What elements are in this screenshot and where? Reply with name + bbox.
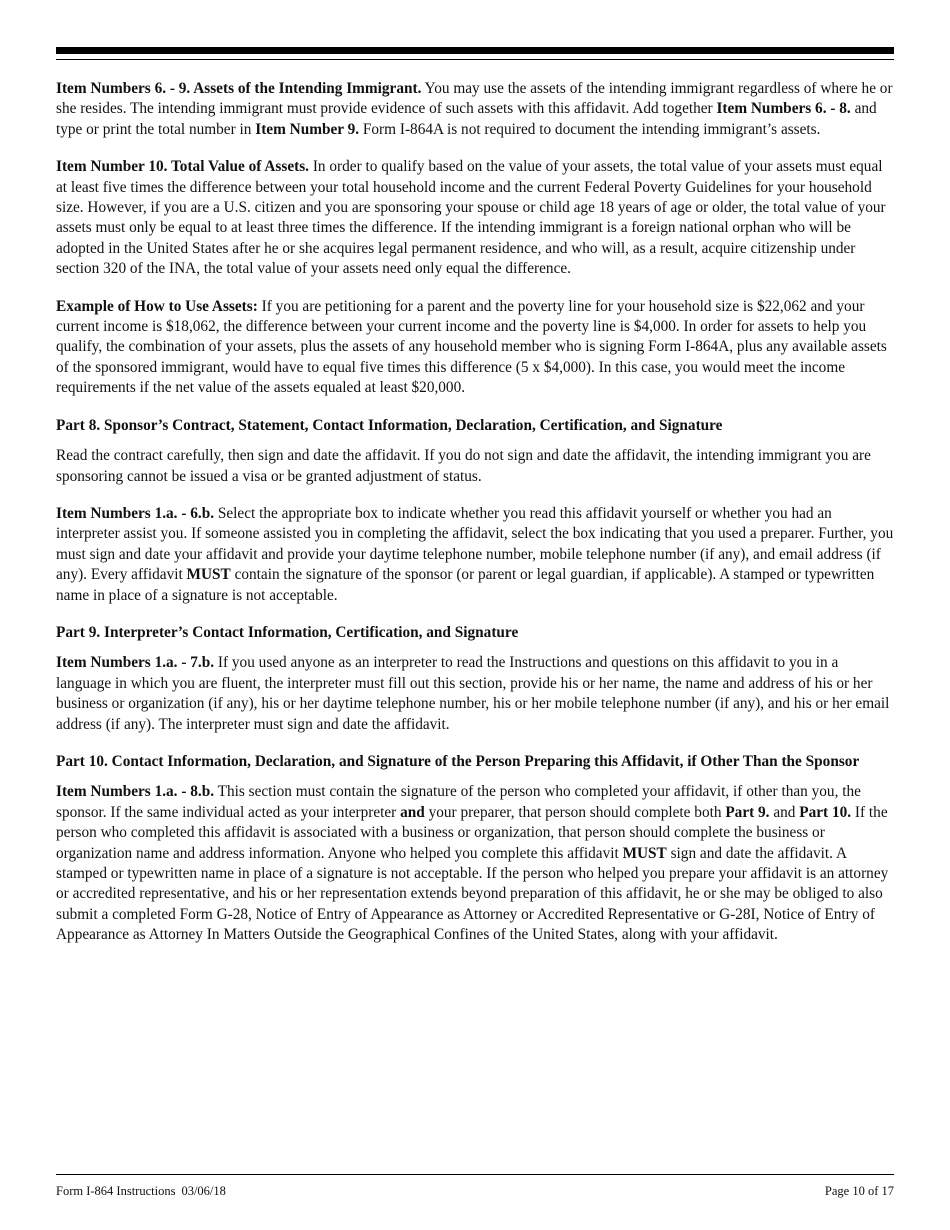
part-8-heading: Part 8. Sponsor’s Contract, Statement, Contact Information, Declaration, Certification, and Signature [56,416,723,434]
item-10-paragraph [56,157,896,279]
text-run: You may use the assets of the intending immigrant regardless of where he or she resides. The intending immigrant must provide evidence of such assets with this affidavit. Add together [56,80,893,118]
text-run: Select the appropriate box to indicate whether you read this affidavit yourself or whether you had an interpreter assist you. If someone assisted you in completing the affidavit, select the box indicating that you used a preparer. Further, you must sign and date your affidavit and provide your daytime telephone number, mobile telephone number (if any), and email address (if any). Every affidavit [56,504,894,584]
footer-form-id [56,1184,226,1198]
text-run: In order to qualify based on the value of your assets, the total value of your assets must equal at least five times the difference between your total household income and the current Federal Poverty Guidelines for your household size. However, if you are a U.S. citizen and you are sponsoring your spouse or child age 18 years of age or older, the total value of your assets must only be equal to at least three times the difference. If the intending immigrant is a foreign national orphan who will be adopted in the United States after he or she acquires legal permanent residence, and who will, as a result, acquire citizenship under section 320 of the INA, the total value of your assets need only equal the difference. [56,158,886,278]
part-8-items-paragraph [56,504,896,606]
part-10-heading: Part 10. Contact Information, Declaration, and Signature of the Person Preparing this Affidavit, if Other Than the Sponsor [56,752,860,770]
text-run: If you used anyone as an interpreter to read the Instructions and questions on this affidavit to you in a language in which you are fluent, the interpreter must fill out this section, provide his or her name, the name and address of his or her business or organization (if any), his or her daytime telephone number, his or her mobile telephone number (if any), and his or her email address (if any). The interpreter must sign and date the affidavit. [56,654,890,733]
text-run: This section must contain the signature of the person who completed your affidavit, if other than you, the sponsor. If the same individual acted as your interpreter [56,783,861,821]
bottom-rule [56,1174,894,1175]
top-rule-thin [56,59,894,60]
text-run: Form I-864A is not required to document the intending immigrant’s assets. [359,120,821,138]
part-8-intro: Read the contract carefully, then sign and date the affidavit. If you do not sign and date the affidavit, the intending immigrant you are sponsoring cannot be issued a visa or be granted adjustment of status. [56,447,871,485]
bold-run: Part 9. [725,803,770,821]
part-10-items-lead: Item Numbers 1.a. - 8.b. [56,783,215,801]
footer-page-number: Page 10 of 17 [824,1184,894,1198]
part-10-items-paragraph [56,782,896,945]
text-run: If you are petitioning for a parent and the poverty line for your household size is $22,062 and your current income is $18,062, the difference between your current income and the poverty line is $4,000. In order for assets to help you qualify, the combination of your assets, plus the assets of any household member who is signing Form I-864A, plus any available assets of the sponsored immigrant, would have to equal five times this difference (5 x $4,000). In this case, you would meet the income requirements if the net value of the assets equaled at least $20,000. [56,297,887,397]
bold-run: MUST [186,566,231,584]
part-9-heading: Part 9. Interpreter’s Contact Information, Certification, and Signature [56,623,519,641]
item-10-lead: Item Number 10. Total Value of Assets. [56,158,309,176]
text-run: If the person who completed this affidavit is associated with a business or organization, that person should complete the business or organization name and address information. Anyone who helped you complete this affidavit [56,803,888,862]
text-run: your preparer, that person should complete both [424,803,726,821]
footer-date: 03/06/18 [181,1184,226,1198]
assets-6-9-lead: Item Numbers 6. - 9. Assets of the Intending Immigrant. [56,80,422,97]
bold-run: and [400,803,425,821]
bold-run: Part 10. [799,803,852,821]
page-content [56,79,896,963]
bold-run: Item Number 9. [255,120,360,138]
text-run: and [769,803,800,821]
part-9-items-lead: Item Numbers 1.a. - 7.b. [56,654,215,672]
part-9-items-paragraph [56,653,896,735]
assets-6-9-paragraph [56,79,896,140]
example-paragraph [56,297,896,399]
text-run: sign and date the affidavit. A stamped or typewritten name in place of a signature is not acceptable. If the person who helped you prepare your affidavit is an attorney or accredited representative, and his or her representation extends beyond preparation of this affidavit, he or she may be obliged to also submit a completed Form G-28, Notice of Entry of Appearance as Attorney or Accredited Representative or G-28I, Notice of Entry of Appearance as Attorney In Matters Outside the Geographical Confines of the United States, along with your affidavit. [56,844,889,944]
text-run: and type or print the total number in [56,100,877,138]
text-run: contain the signature of the sponsor (or parent or legal guardian, if applicable). A stamped or typewritten name in place of a signature is not acceptable. [56,566,875,604]
bold-run: Item Numbers 6. - 8. [716,100,851,118]
bold-run: MUST [622,844,667,862]
top-rule [56,47,894,54]
footer-form-name: Form I-864 Instructions [56,1184,176,1198]
example-lead: Example of How to Use Assets: [56,297,258,315]
part-8-items-lead: Item Numbers 1.a. - 6.b. [56,504,215,522]
